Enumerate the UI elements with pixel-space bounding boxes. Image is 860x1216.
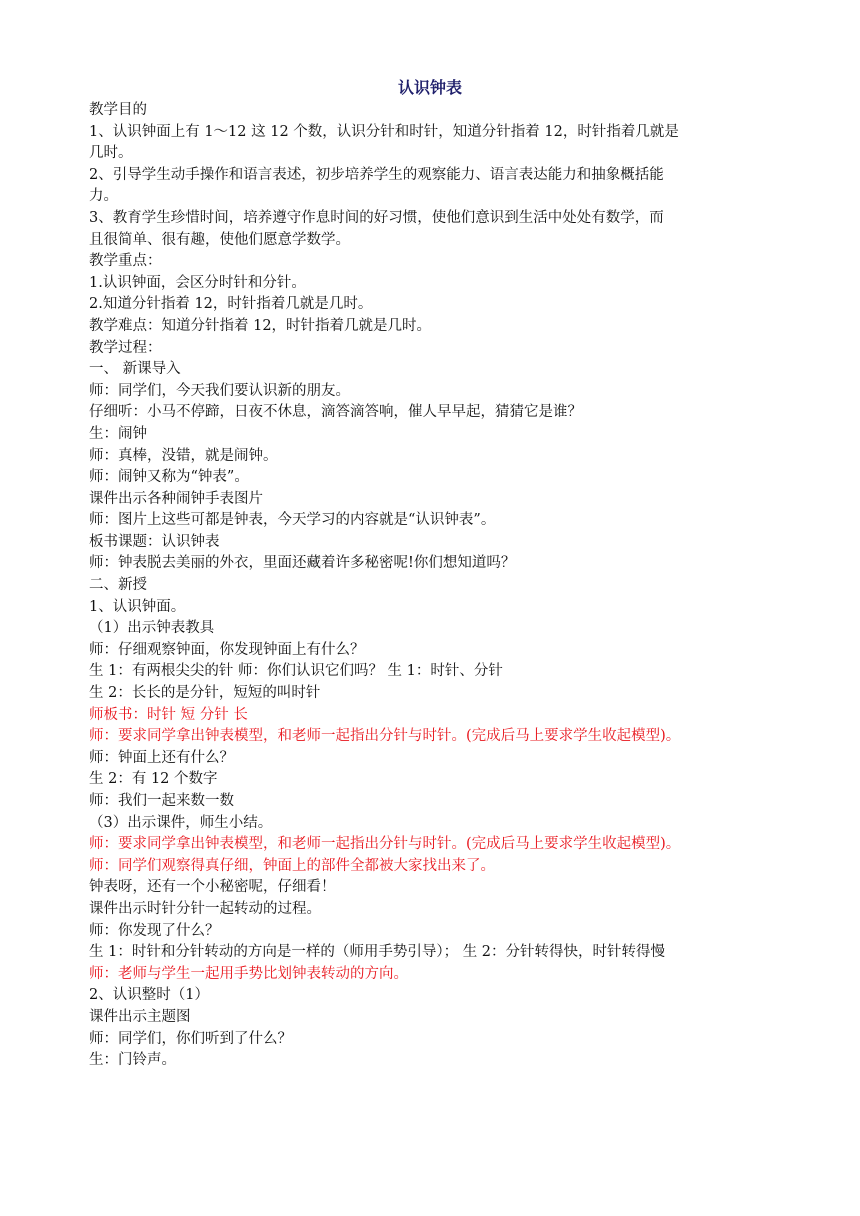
text-line: 师：同学们，今天我们要认识新的朋友。 xyxy=(89,382,350,399)
text-line: 课件出示各种闹钟手表图片 xyxy=(89,490,263,507)
text-line: 师：钟面上还有什么？ xyxy=(89,749,234,766)
text-line: 1.认识钟面，会区分时针和分针。 xyxy=(89,274,306,291)
text-line: 师：图片上这些可都是钟表，今天学习的内容就是“认识钟表”。 xyxy=(89,512,496,529)
text-line: 师：闹钟又称为“钟表”。 xyxy=(89,469,249,486)
text-line: 师：你发现了什么？ xyxy=(89,922,220,939)
text-line: 板书课题：认识钟表 xyxy=(89,533,220,550)
emphasis-text-line: 师：要求同学拿出钟表模型，和老师一起指出分针与时针。(完成后马上要求学生收起模型)。 xyxy=(89,728,681,745)
text-line: （1）出示钟表教具 xyxy=(89,620,215,637)
text-line: 3、教育学生珍惜时间，培养遵守作息时间的好习惯，使他们意识到生活中处处有数学，而 xyxy=(89,209,664,226)
text-line: 师：我们一起来数一数 xyxy=(89,793,234,809)
text-line: 师：同学们，你们听到了什么？ xyxy=(89,1030,292,1047)
text-line: 且很简单、很有趣，使他们愿意学数学。 xyxy=(89,231,350,248)
text-line: 仔细听：小马不停蹄，日夜不休息，滴答滴答响，催人早早起，猜猜它是谁？ xyxy=(89,404,582,421)
emphasis-text-line: 师板书：时针 短 分针 长 xyxy=(89,706,248,723)
text-line: 1、认识钟面。 xyxy=(89,598,186,615)
text-line: 2、引导学生动手操作和语言表述，初步培养学生的观察能力、语言表达能力和抽象概括能 xyxy=(89,166,664,183)
emphasis-text-line: 师：老师与学生一起用手势比划钟表转动的方向。 xyxy=(89,965,408,982)
text-line: 1、认识钟面上有 1～12 这 12 个数，认识分针和时针，知道分针指着 12，时针指着几就是 xyxy=(89,123,679,140)
text-line: 教学难点：知道分针指着 12，时针指着几就是几时。 xyxy=(89,317,432,334)
text-line: 2、认识整时（1） xyxy=(89,987,209,1004)
text-line: 一、 新课导入 xyxy=(89,361,181,378)
text-line: 几时。 xyxy=(89,145,133,162)
text-line: 生：门铃声。 xyxy=(89,1052,176,1069)
text-line: 教学重点： xyxy=(89,253,162,270)
text-line: 教学过程： xyxy=(89,339,162,356)
text-line: 二、新授 xyxy=(89,577,147,594)
text-line: 生：闹钟 xyxy=(89,425,147,442)
text-line: 力。 xyxy=(89,188,118,205)
document-body xyxy=(89,100,789,1072)
text-line: 课件出示主题图 xyxy=(89,1008,191,1025)
text-line: 课件出示时针分针一起转动的过程。 xyxy=(89,900,321,917)
text-line: 教学目的 xyxy=(89,102,147,118)
text-line: 生 1：有两根尖尖的针 师：你们认识它们吗？ 生 1：时针、分针 xyxy=(89,663,503,680)
text-line: 生 2：长长的是分针，短短的叫时针 xyxy=(89,685,321,702)
text-line: 师：钟表脱去美丽的外衣，里面还藏着许多秘密呢!你们想知道吗？ xyxy=(89,555,516,572)
text-line: 生 1：时针和分针转动的方向是一样的（师用手势引导）； 生 2：分针转得快，时针转得慢 xyxy=(89,944,666,961)
emphasis-text-line: 师：同学们观察得真仔细，钟面上的部件全都被大家找出来了。 xyxy=(89,857,495,874)
text-line: 2.知道分针指着 12，时针指着几就是几时。 xyxy=(89,296,373,313)
text-line: 钟表呀，还有一个小秘密呢，仔细看！ xyxy=(89,879,336,896)
document-title: 认识钟表 xyxy=(397,78,462,97)
text-line: 师：真棒，没错，就是闹钟。 xyxy=(89,447,278,464)
text-line: （3）出示课件，师生小结。 xyxy=(89,814,273,831)
text-line: 师：仔细观察钟面，你发现钟面上有什么？ xyxy=(89,641,365,658)
text-line: 生 2：有 12 个数字 xyxy=(89,771,218,788)
emphasis-text-line: 师：要求同学拿出钟表模型，和老师一起指出分针与时针。(完成后马上要求学生收起模型)。 xyxy=(89,836,681,853)
